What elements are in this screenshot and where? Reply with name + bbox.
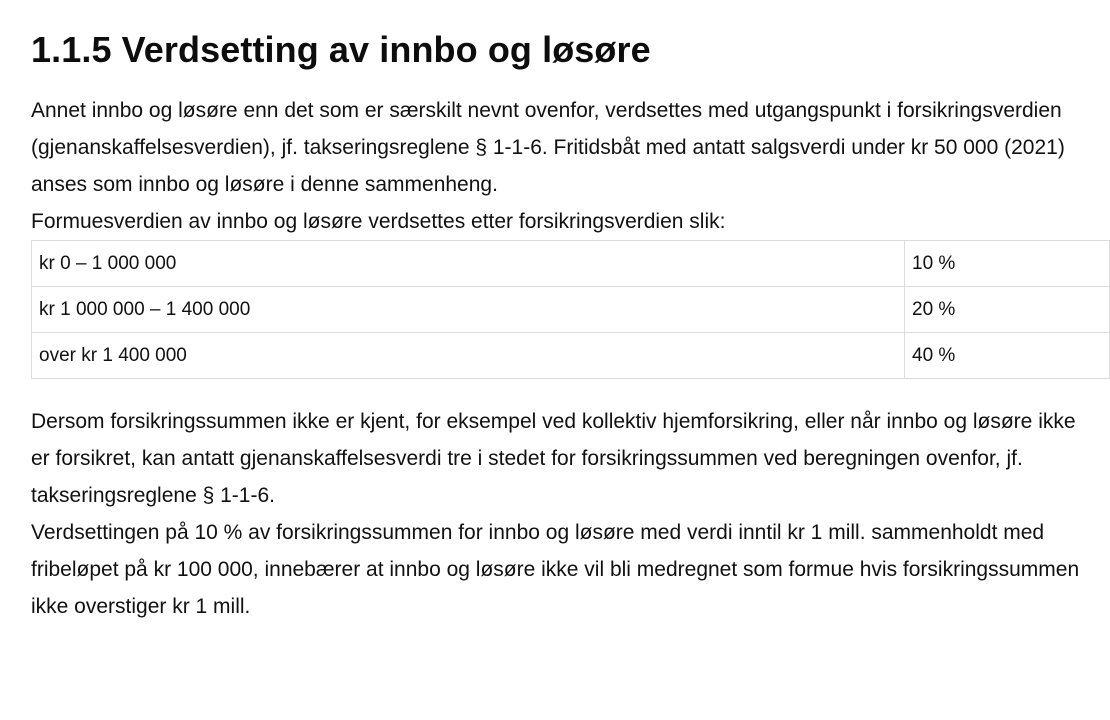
intro-paragraph: Annet innbo og løsøre enn det som er særskilt nevnt ovenfor, verdsettes med utgangspunkt i forsikringsverdien (gjenanskaffelsesverdien), jf. takseringsreglene § 1-1-6. Fritidsbåt med antatt salgsverdi under kr 50 000 (2021) anses som innbo og løsøre i denne sammenheng. <box>31 99 1065 196</box>
rate-cell: 10 % <box>905 241 1110 287</box>
table-row <box>32 287 1110 333</box>
allowance-paragraph: Verdsettingen på 10 % av forsikringssummen for innbo og løsøre med verdi inntil kr 1 mill. sammenholdt med fribeløpet på kr 100 000, innebærer at innbo og løsøre ikke vil bli medregnet som formue hvis forsikringssummen ikke overstiger kr 1 mill. <box>31 521 1080 618</box>
table-row <box>32 241 1110 287</box>
unknown-sum-paragraph: Dersom forsikringssummen ikke er kjent, for eksempel ved kollektiv hjemforsikring, eller når innbo og løsøre ikke er forsikret, kan antatt gjenanskaffelsesverdi tre i stedet for forsikringssummen ved beregningen ovenfor, jf. takseringsreglene § 1-1-6. <box>31 410 1076 507</box>
rate-cell: 20 % <box>905 287 1110 333</box>
range-cell: over kr 1 400 000 <box>32 333 905 379</box>
table-intro-paragraph: Formuesverdien av innbo og løsøre verdsettes etter forsikringsverdien slik: <box>31 210 726 233</box>
range-cell: kr 1 000 000 – 1 400 000 <box>32 287 905 333</box>
table-row <box>32 333 1110 379</box>
range-cell: kr 0 – 1 000 000 <box>32 241 905 287</box>
section-heading: 1.1.5 Verdsetting av innbo og løsøre <box>31 29 651 70</box>
rate-cell: 40 % <box>905 333 1110 379</box>
rates-table <box>31 240 1110 379</box>
